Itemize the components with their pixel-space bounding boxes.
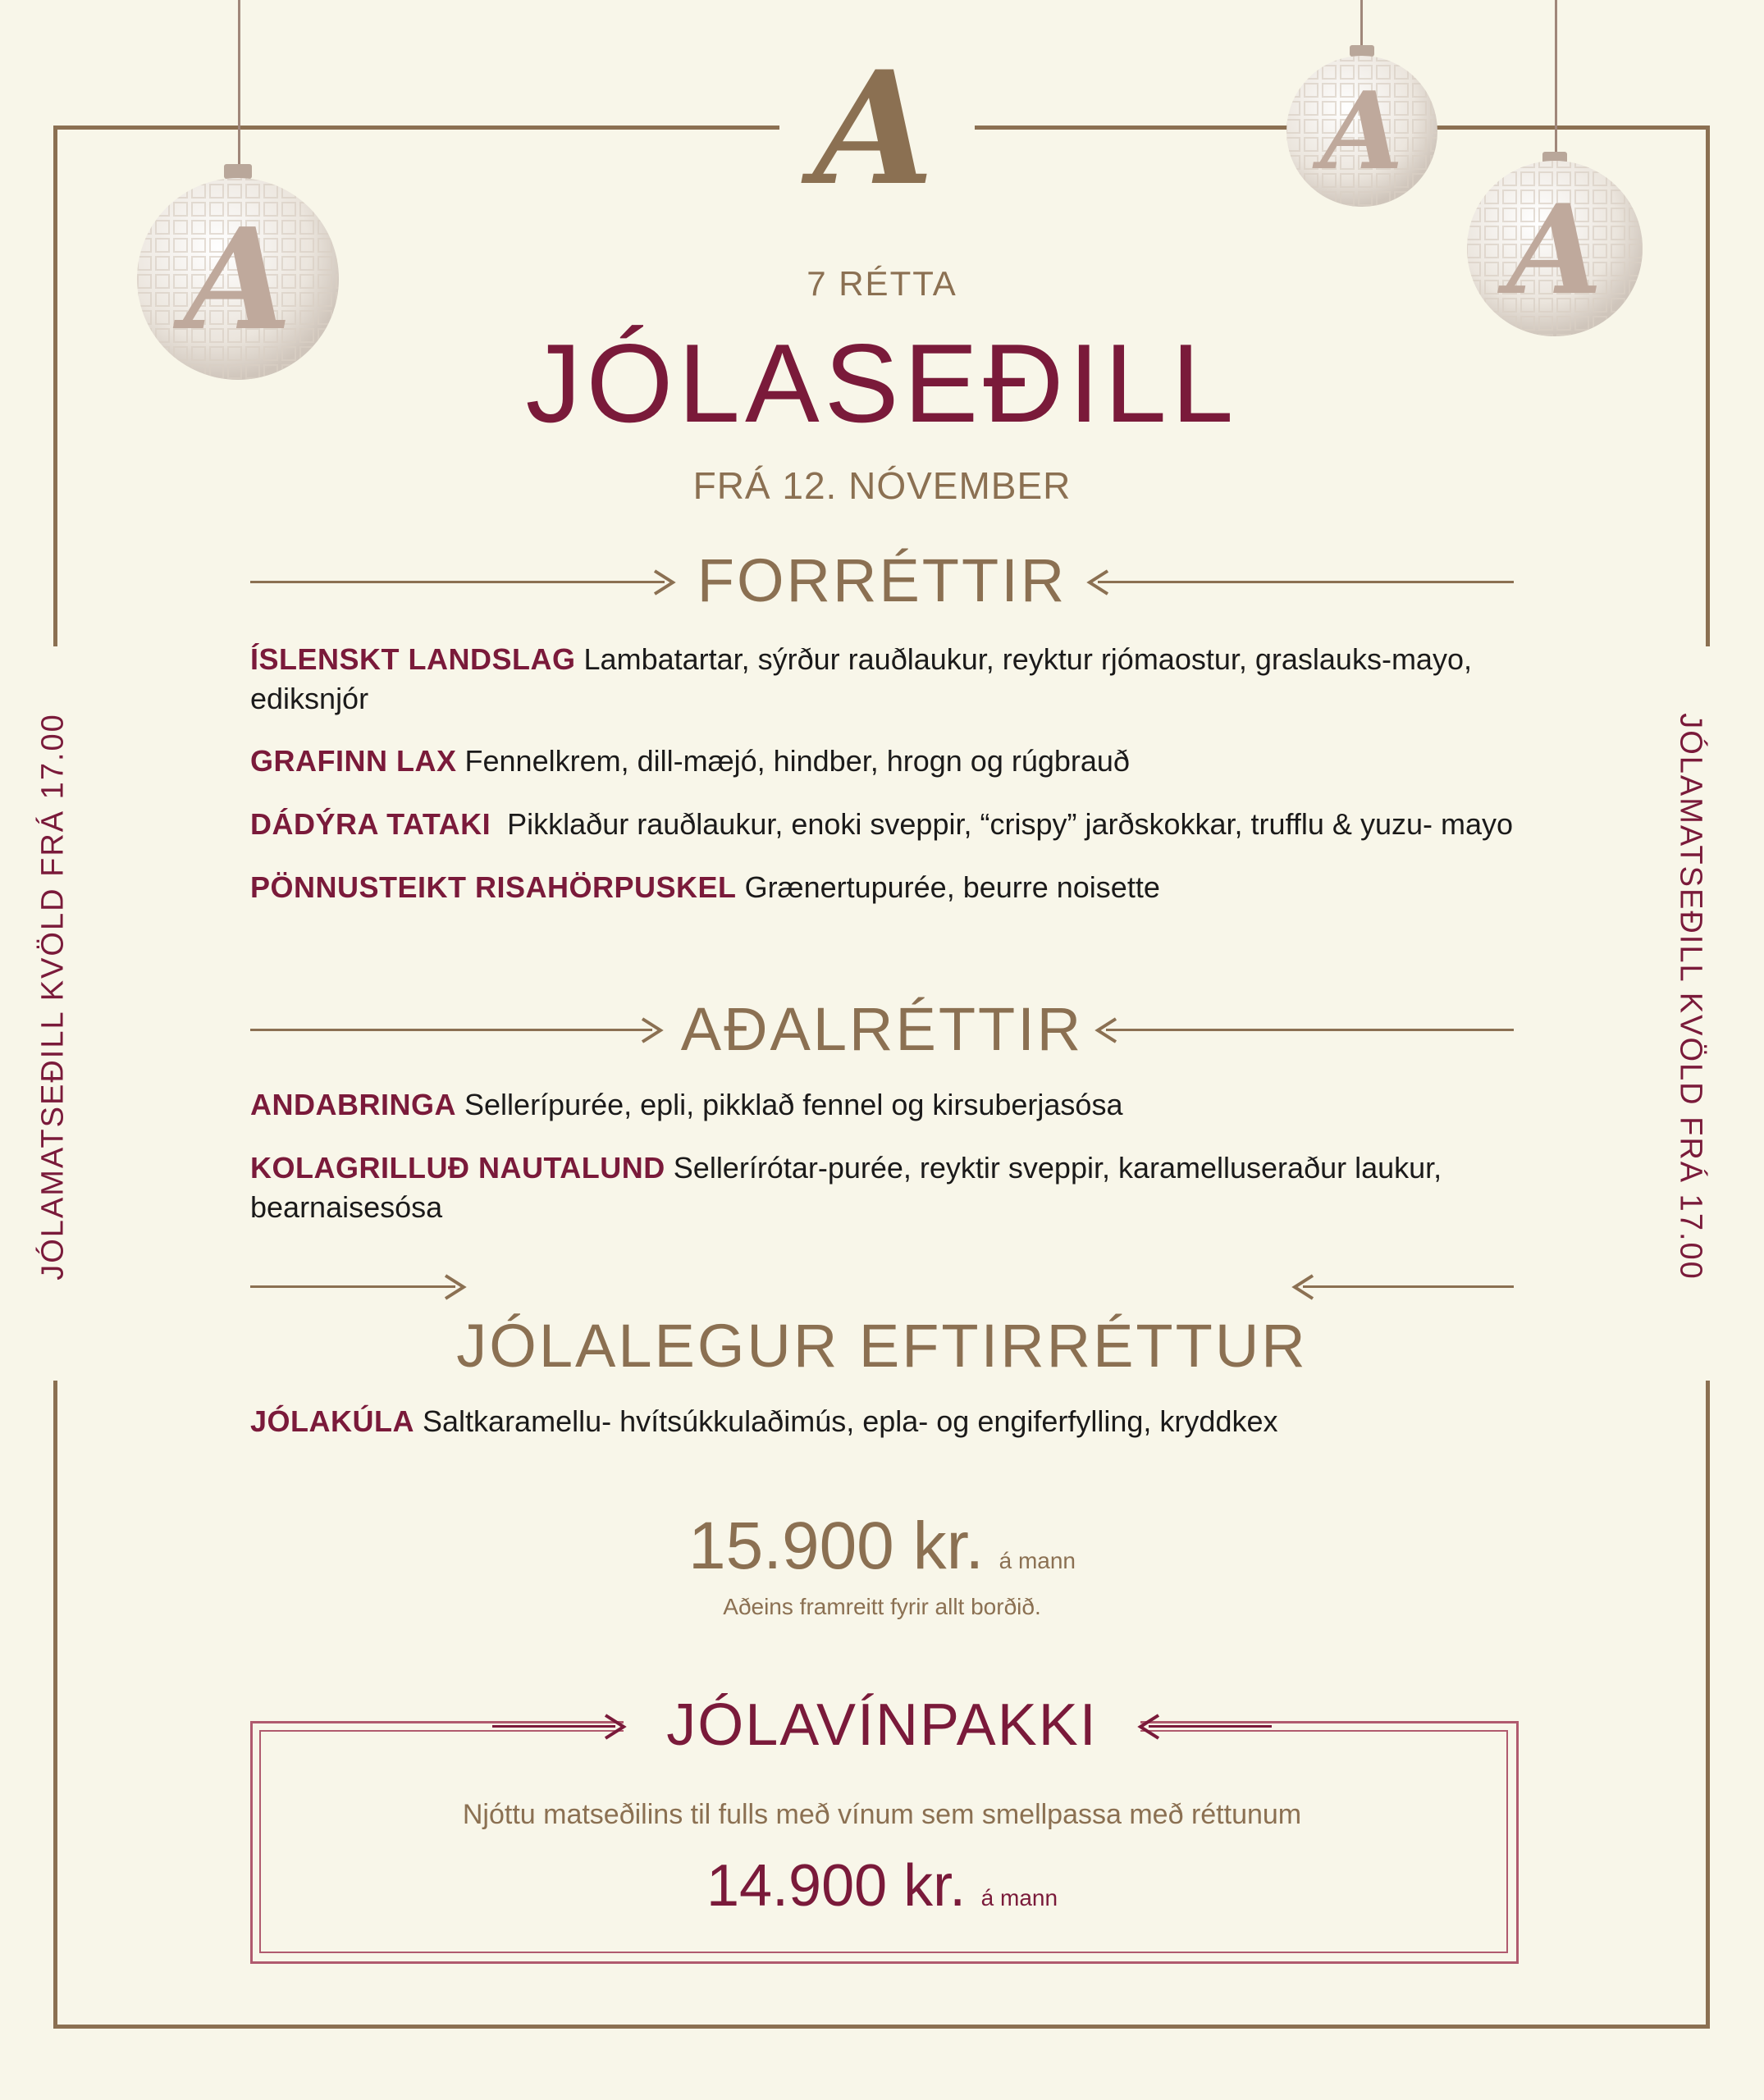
wine-desc: Njóttu matseðilins til fulls með vínum sem smellpassa með réttunum xyxy=(462,1799,1302,1830)
section-title-adalrettir: AÐALRÉTTIR xyxy=(680,995,1084,1063)
page-title: JÓLASEÐILL xyxy=(525,321,1239,445)
ornament-right-icon xyxy=(1465,152,1645,340)
ornament-string-mid xyxy=(1360,0,1363,51)
wine-price-amount: 14.900 kr. xyxy=(706,1853,967,1919)
ornament-string-left xyxy=(238,0,240,168)
svg-text:A: A xyxy=(1506,178,1603,322)
list-item xyxy=(250,1148,1530,1227)
logo-icon xyxy=(812,37,935,220)
dish-desc: Grænertupurée, beurre noisette xyxy=(744,870,1160,904)
dish-desc: Sellerípurée, epli, pikklað fennel og kirsuberjasósa xyxy=(464,1088,1123,1121)
eftirrettur-arrow-left xyxy=(250,1285,455,1288)
dish-desc: Lambatartar, sýrður rauðlaukur, reyktur rjómaostur, graslauks-mayo, ediksnjór xyxy=(250,642,1472,715)
menu-date: FRÁ 12. NÓVEMBER xyxy=(692,464,1072,507)
price-row xyxy=(0,1508,1764,1585)
price-note: Aðeins framreitt fyrir allt borðið. xyxy=(723,1594,1041,1619)
dish-desc: Sellerírótar-purée, reyktir sveppir, karamelluseraður laukur, bearnaisesósa xyxy=(250,1151,1442,1224)
frame-bottom xyxy=(53,2025,1710,2029)
list-item xyxy=(250,640,1530,719)
price-per: á mann xyxy=(999,1548,1076,1573)
dish-name: GRAFINN LAX xyxy=(250,744,457,778)
list-item xyxy=(250,1085,1530,1125)
dish-name: DÁDÝRA TATAKI xyxy=(250,807,491,841)
wine-price-row xyxy=(0,1852,1764,1920)
dish-name: KOLAGRILLUÐ NAUTALUND xyxy=(250,1151,665,1185)
dish-name: ANDABRINGA xyxy=(250,1088,456,1121)
list-item xyxy=(250,805,1530,844)
dish-desc: Pikklaður rauðlaukur, enoki sveppir, “crispy” jarðskokkar, trufflu & yuzu- mayo xyxy=(507,807,1514,841)
list-item xyxy=(250,1402,1530,1441)
list-item xyxy=(250,742,1530,781)
wine-title: JÓLAVÍNPAKKI xyxy=(666,1692,1098,1758)
side-text-right: JÓLAMATSEÐILL KVÖLD FRÁ 17.00 xyxy=(1673,713,1708,1281)
list-item xyxy=(250,868,1530,907)
dish-name: PÖNNUSTEIKT RISAHÖRPUSKEL xyxy=(250,870,737,904)
svg-text:A: A xyxy=(1320,68,1404,194)
price-amount: 15.900 kr. xyxy=(688,1509,985,1583)
logo-letter: A xyxy=(813,37,935,220)
section-title-forrettir: FORRÉTTIR xyxy=(697,546,1067,614)
arrow-right-icon xyxy=(439,1271,472,1303)
wine-price-per: á mann xyxy=(980,1885,1058,1911)
dish-name: JÓLAKÚLA xyxy=(250,1404,414,1438)
frame-top-left xyxy=(53,126,779,130)
dish-desc: Fennelkrem, dill-mæjó, hindber, hrogn og rúgbrauð xyxy=(464,744,1130,778)
dish-name: ÍSLENSKT LANDSLAG xyxy=(250,642,576,676)
section-title-eftirrettur: JÓLALEGUR EFTIRRÉTTUR xyxy=(456,1312,1308,1380)
side-text-left: JÓLAMATSEÐILL KVÖLD FRÁ 17.00 xyxy=(35,713,71,1281)
ornament-mid-icon xyxy=(1284,45,1440,209)
dish-desc: Saltkaramellu- hvítsúkkulaðimús, epla- og engiferfylling, kryddkex xyxy=(423,1404,1278,1438)
menu-subtitle: 7 RÉTTA xyxy=(807,264,957,303)
ornament-string-right xyxy=(1555,0,1557,158)
eftirrettur-arrow-right xyxy=(1303,1285,1514,1288)
svg-text:A: A xyxy=(184,198,292,362)
